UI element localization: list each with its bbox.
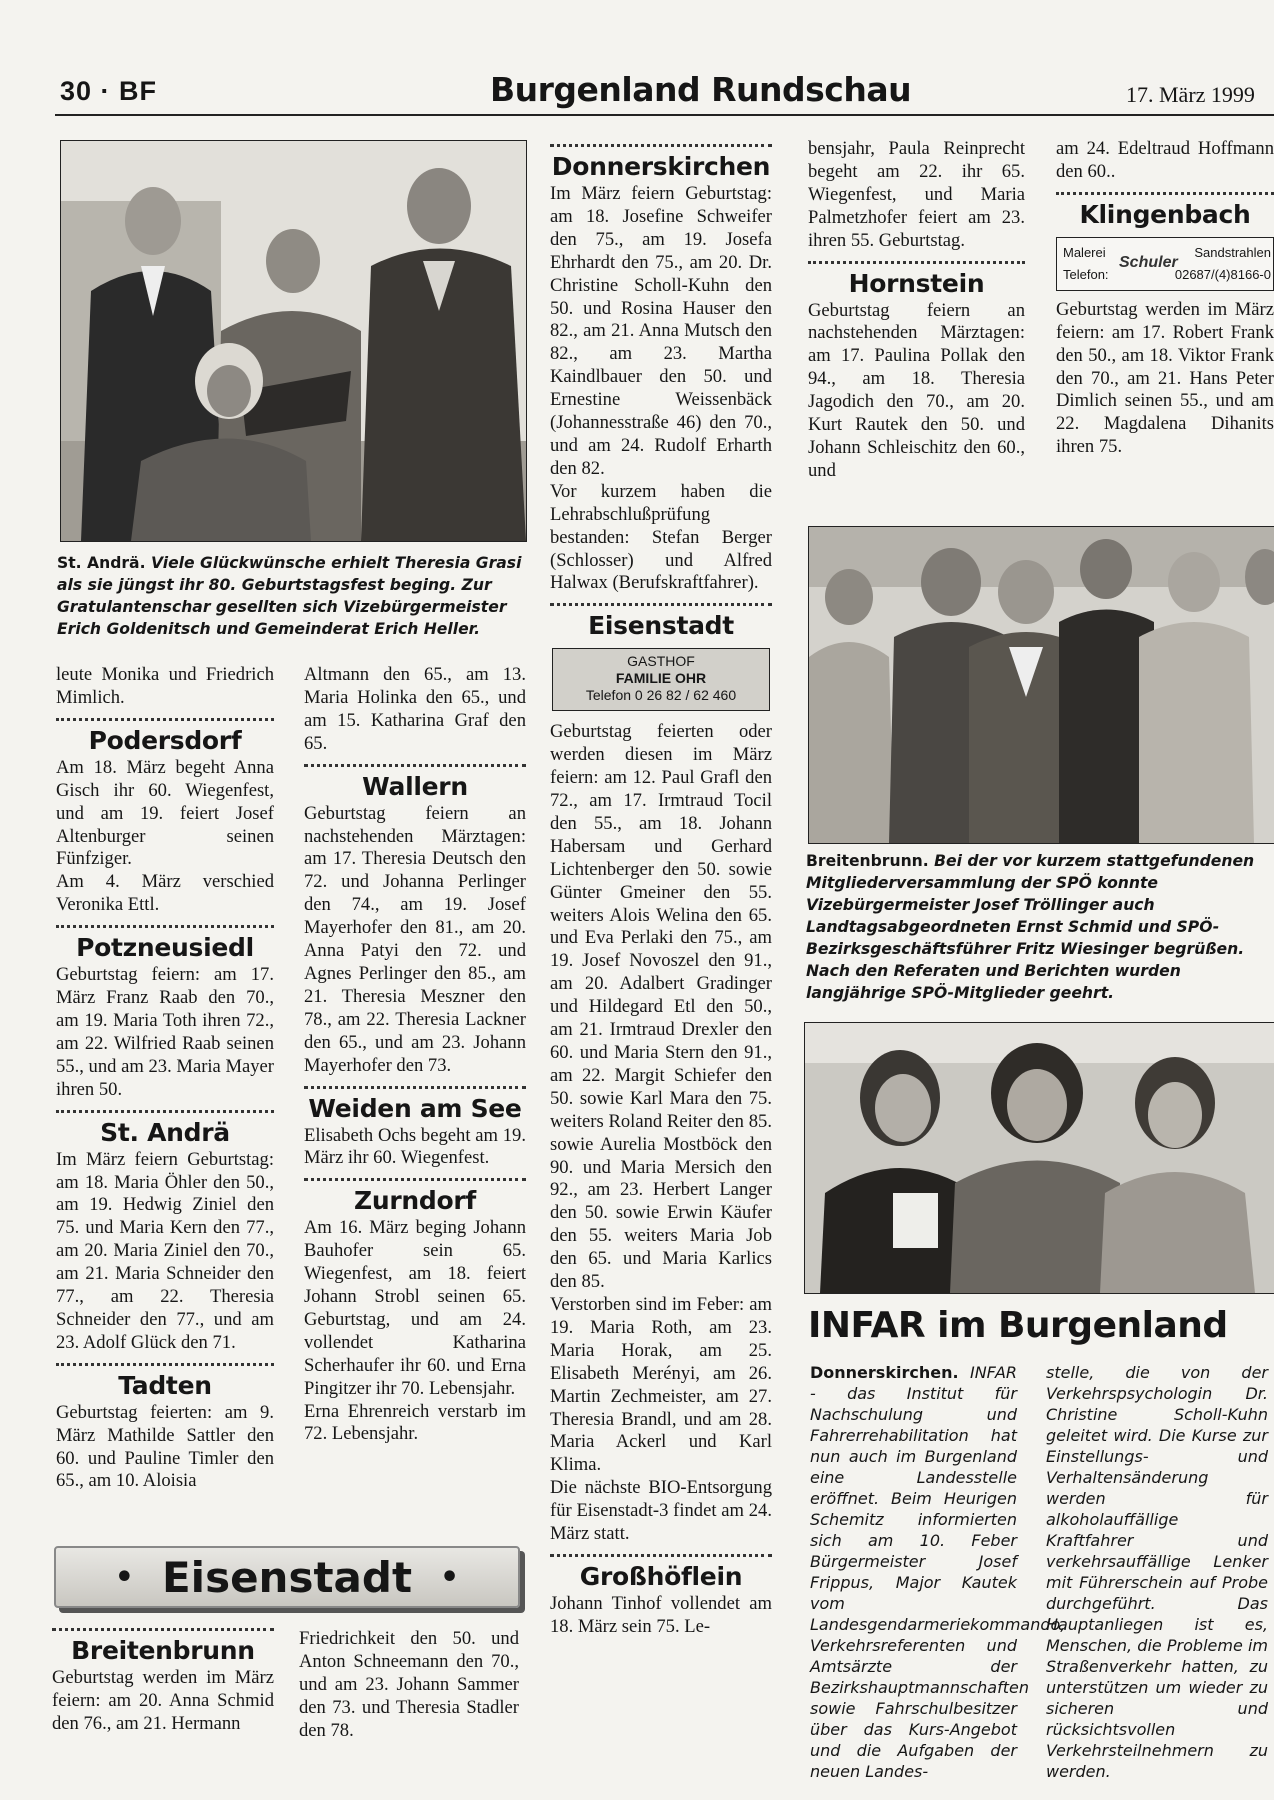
article-text: INFAR - das Institut für Nachschulung und Fahrerrehabilitation hat nun auch im Burgenland eine Landesstelle eröffnet. Beim Heurigen Schemitz informierten sich am 10. Feber Bürgermeister Josef Frippus, Major Kautek vom Landesgendarmeriekommando, Verkehrsreferenten und Amtsärzte der Bezirkshauptmannschaften sowie Fahrschulbesitzer über das Kurs-Angebot und die Aufgaben der neuen Landes-: [810, 1363, 1066, 1781]
article-text: Geburtstag werden im März feiern: am 20. Anna Schmid den 76., am 21. Hermann: [52, 1667, 274, 1734]
divider: [304, 764, 526, 767]
divider: [304, 1086, 526, 1089]
header-rule: [55, 114, 1274, 116]
heading-breitenbrunn: Breitenbrunn: [71, 1636, 255, 1665]
column-d: [808, 138, 1025, 483]
page-number: 30 · BF: [60, 76, 158, 106]
divider: [550, 144, 772, 147]
newspaper-title: Burgenland Rundschau: [490, 70, 912, 109]
article-text: Am 18. März begeht Anna Gisch ihr 60. Wiegenfest, und am 19. feiert Josef Altenburger seinen Fünfziger.: [56, 756, 274, 870]
ad-logo: Schuler: [1119, 253, 1178, 271]
divider: [304, 1178, 526, 1181]
issue-date: 17. März 1999: [1126, 82, 1255, 107]
article-text: Geburtstag feiern: am 17. März Franz Raab den 70., am 19. Maria Toth ihren 72., am 22. Wilfried Raab seinen 55., und am 23. Maria Mayer ihren 50.: [56, 964, 274, 1100]
article-text: Geburtstag feierten: am 9. März Mathilde Sattler den 60. und Pauline Timler den 65., am 10. Aloisia: [56, 1401, 274, 1492]
divider: [550, 1554, 772, 1557]
column-a: [56, 664, 274, 1493]
heading-weiden-am-see: Weiden am See: [308, 1093, 522, 1123]
article-text: leute Monika und Friedrich Mimlich.: [56, 664, 274, 708]
article-text: Geburtstag feiern an nachstehenden Märztagen: am 17. Theresia Deutsch den 72. und Johanna Perlinger den 74., am 19. Josef Mayerhofer den 81., am 20. Anna Patyi den 72. und Agnes Perlinger den 85., am 21. Theresia Meszner den 78., am 22. Theresia Lackner den 65., und am 23. Johann Mayerhofer den 73.: [304, 802, 526, 1076]
section-banner: [54, 1546, 520, 1608]
infar-column-left: [810, 1362, 1066, 1782]
photo-caption-breitenbrunn: Breitenbrunn. Bei der vor kurzem stattgefundenen Mitgliederversammlung der SPÖ konnte Vizebürgermeister Josef Tröllinger auch Landtagsabgeordneten Ernst Schmid und SPÖ-Bezirksgeschäftsführer Fritz Wiesinger begrüßen. Nach den Referaten und Berichten wurden langjährige SPÖ-Mitglieder geehrt.: [806, 852, 1255, 1002]
heading-hornstein: Hornstein: [848, 268, 985, 298]
ad-line: Telefon 0 26 82 / 62 460: [585, 687, 737, 704]
heading-tadten: Tadten: [118, 1370, 212, 1400]
bullet-right: •: [440, 1559, 460, 1595]
article-text: bensjahr, Paula Reinprecht begeht am 22. ihr 65. Wiegenfest, und Maria Palmetzhofer feiert am 23. ihren 55. Geburtstag.: [808, 138, 1025, 251]
article-text: Johann Tinhof vollendet am 18. März sein 75. Le-: [550, 1592, 772, 1637]
photo-st-andrae: [60, 140, 527, 542]
article-text: Friedrichkeit den 50. und Anton Schneemann den 70., und am 23. Johann Sammer den 73. und Theresia Stadler den 78.: [299, 1628, 519, 1741]
photo-breitenbrunn: [808, 526, 1274, 844]
ad-line: GASTHOF: [627, 653, 695, 670]
ad-label: Malerei: [1063, 244, 1106, 260]
column-a-bottom: [52, 1628, 274, 1736]
column-e: [1056, 138, 1274, 459]
ad-gasthof-ohr: [552, 648, 770, 711]
article-text: Die nächste BIO-Entsorgung für Eisenstadt-3 findet am 24. März statt.: [550, 1477, 772, 1545]
divider: [550, 603, 772, 606]
article-text: Im März feiern Geburtstag: am 18. Josefine Schweifer den 75., am 19. Josefa Ehrhardt den 75., am 20. Dr. Christine Scholl-Kuhn den 50. und Rosina Hauser den 82., am 21. Anna Mutsch den 82., am 23. Martha Kaindlbauer den 50. und Ernestine Weissenbäck (Johannesstraße 46) den 70., und am 24. Rudolf Erharth den 82.: [550, 183, 772, 479]
divider: [1056, 192, 1274, 195]
ad-line: FAMILIE OHR: [615, 670, 707, 687]
ad-label: Telefon:: [1063, 266, 1109, 282]
infar-column-right: [1046, 1362, 1268, 1782]
article-text: Vor kurzem haben die Lehrabschlußprüfung bestanden: Stefan Berger (Schlosser) und Alfred Halwax (Berufskraftfahrer).: [550, 480, 772, 594]
heading-zurndorf: Zurndorf: [354, 1186, 476, 1216]
article-text: Am 16. März beging Johann Bauhofer sein 65. Wiegenfest, am 18. feiert Johann Strobl seinen 65. Geburtstag, und am 24. vollendet Katharina Scherhaufer ihr 60. und Erna Pingitzer ihr 70. Lebensjahr.: [304, 1217, 526, 1399]
column-c: [550, 140, 772, 1639]
divider: [808, 261, 1025, 264]
heading-st-andrae: St. Andrä: [100, 1117, 230, 1147]
heading-grosshoeflein: Großhöflein: [579, 1561, 743, 1591]
banner-title: Eisenstadt: [161, 1552, 413, 1602]
ad-label: 02687/(4)8166-0: [1174, 266, 1271, 282]
heading-potzneusiedl: Potzneusiedl: [76, 933, 254, 963]
heading-klingenbach: Klingenbach: [1079, 199, 1251, 229]
article-text: Altmann den 65., am 13. Maria Holinka den 65., und am 15. Katharina Graf den 65.: [304, 664, 526, 754]
infar-place: Donnerskirchen.: [810, 1363, 959, 1382]
ad-label: Sandstrahlen: [1194, 244, 1271, 260]
photo-infar: [804, 1022, 1274, 1294]
article-text: Geburtstag werden im März feiern: am 17. Robert Frank den 50., am 18. Viktor Frank den 70., am 21. Hans Peter Dimlich seinen 55., und am 22. Magdalena Dihanits ihren 75.: [1056, 298, 1274, 458]
heading-donnerskirchen: Donnerskirchen: [551, 152, 771, 181]
article-text: stelle, die von der Verkehrspsychologin Dr. Christine Scholl-Kuhn geleitet wird. Die Kurse zur Einstellungs- und Verhaltensänderung werden für alkoholauffällige Kraftfahrer und verkehrsauffällige Lenker mit Führerschein auf Probe durchgeführt. Das Hauptanliegen ist es, Menschen, die Probleme im Straßenverkehr hatten, zu unterstützen um wieder zu sicheren und rücksichtsvollen Verkehrsteilnehmern zu werden.: [1046, 1363, 1268, 1781]
divider: [56, 718, 274, 721]
article-text: Elisabeth Ochs begeht am 19. März ihr 60. Wiegenfest.: [304, 1124, 526, 1169]
heading-eisenstadt: Eisenstadt: [588, 611, 734, 641]
bullet-left: •: [114, 1559, 134, 1595]
heading-podersdorf: Podersdorf: [88, 725, 242, 755]
divider: [56, 925, 274, 928]
article-text: Am 4. März verschied Veronika Ettl.: [56, 871, 274, 916]
photo-caption-st-andrae: St. Andrä. Viele Glückwünsche erhielt Theresia Grasi als sie jüngst ihr 80. Geburtstagsfest beging. Zur Gratulantenschar gesellten sich Vizebürgermeister Erich Goldenitsch und Gemeinderat Erich Heller.: [57, 554, 522, 638]
article-text: am 24. Edeltraud Hoffmann den 60..: [1056, 138, 1274, 182]
column-b-bottom: [299, 1628, 519, 1743]
divider: [56, 1363, 274, 1366]
article-text: Geburtstag feiern an nachstehenden Märztagen: am 17. Paulina Pollak den 94., am 18. Theresia Jagodich den 70., am 20. Kurt Rautek den 50. und Johann Schleischitz den 60., und: [808, 299, 1025, 481]
divider: [56, 1110, 274, 1113]
article-text: Verstorben sind im Feber: am 19. Maria Roth, am 23. Maria Horak, am 25. Elisabeth Merényi, am 26. Martin Zechmeister, am 27. Theresia Brandl, und am 28. Maria Ackerl und Karl Klima.: [550, 1293, 772, 1476]
ad-schuler: [1056, 237, 1274, 291]
article-text: Erna Ehrenreich verstarb im 72. Lebensjahr.: [304, 1400, 526, 1445]
article-text: Geburtstag feierten oder werden diesen im März feiern: am 12. Paul Grafl den 72., am 17. Irmtraud Tocil den 55., am 18. Johann Habersam und Gerhard Lichtenberger den 50. sowie Günter Gmeiner den 55. weiters Alois Welina den 65. und Eva Perlaki den 75., am 19. Josef Novoszel den 91., am 20. Adalbert Gradinger und Hildegard Etl den 50., am 21. Irmtraud Drexler den 60. und Maria Stern den 91., am 22. Margit Schiefer den 50. sowie Karl Mara den 75. weiters Roland Reiter den 85. sowie Aurelia Mostböck den 90. und Maria Mersich den 92., am 23. Herbert Langer den 50. sowie Erwin Käufer den 55. weiters Maria Job den 65. und Maria Karlics den 85.: [550, 721, 772, 1293]
heading-wallern: Wallern: [362, 771, 468, 801]
divider: [52, 1628, 274, 1631]
article-text: Im März feiern Geburtstag: am 18. Maria Öhler den 50., am 19. Hedwig Ziniel den 75. und Maria Kern den 77., am 20. Maria Ziniel den 70., am 21. Maria Schneider den 77., am 22. Theresia Schneider den 77., und am 23. Adolf Glück den 71.: [56, 1148, 274, 1353]
infar-headline: INFAR im Burgenland: [808, 1305, 1228, 1346]
column-b: [304, 664, 526, 1446]
